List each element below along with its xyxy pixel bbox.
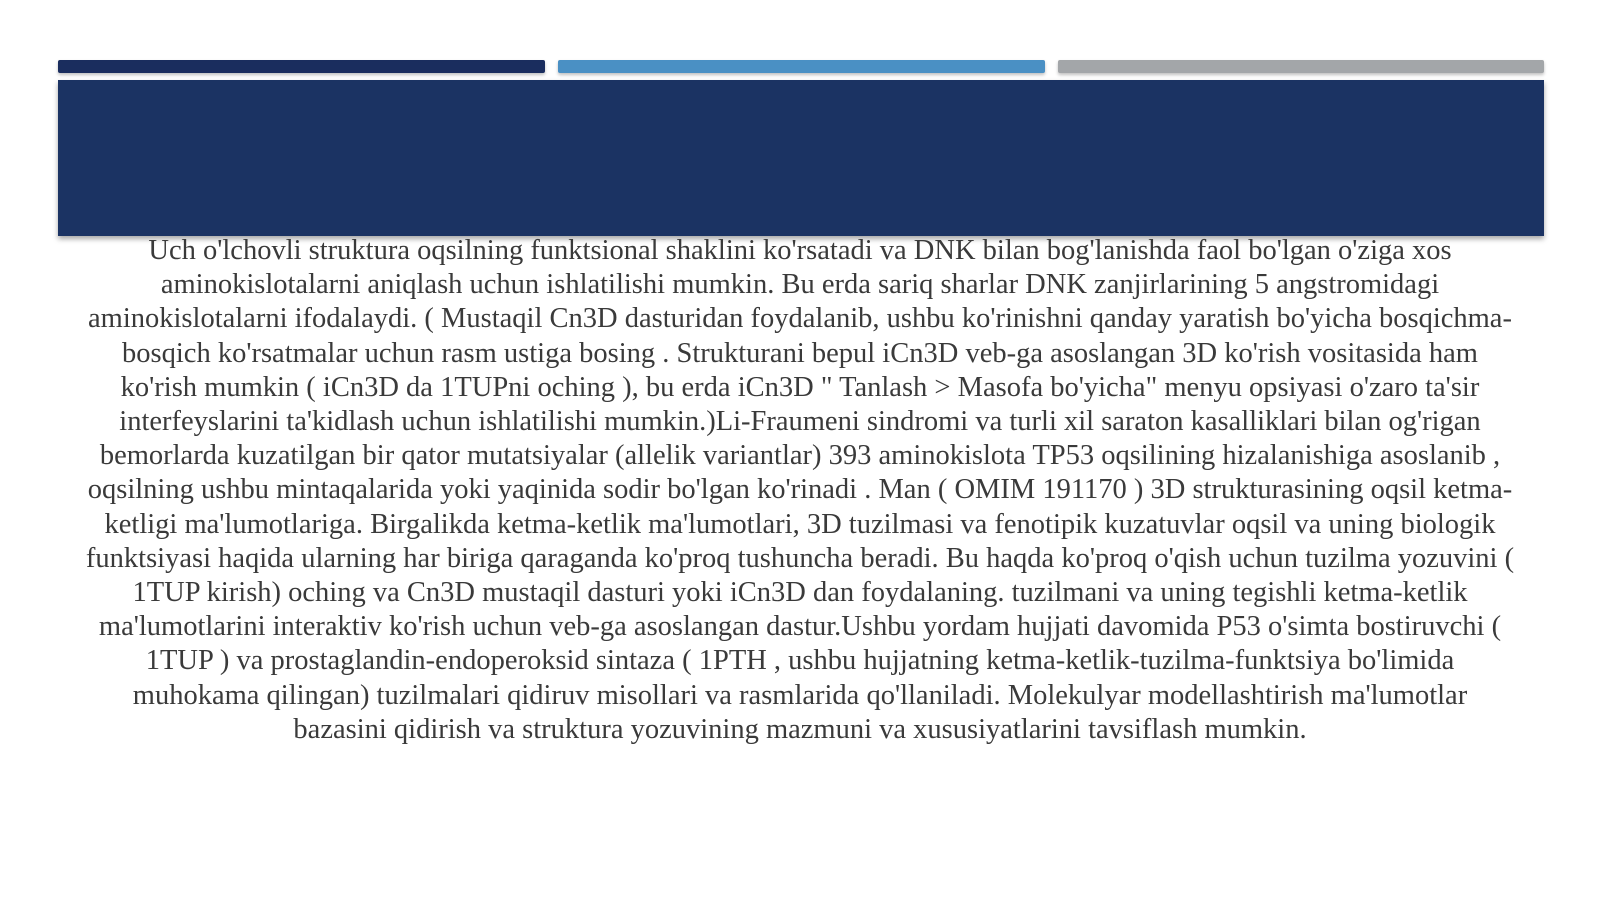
body-text: Uch o'lchovli struktura oqsilning funktsional shaklini ko'rsatadi va DNK bilan bog'lanishda faol bo'lgan o'ziga xos aminokislotalarni aniqlash uchun ishlatilishi mumkin. Bu erda sariq sharlar DNK zanjirlarining 5 angstromidagi aminokislotalarni ifodalaydi. ( Mustaqil Cn3D dasturidan foydalanib, ushbu ko'rinishni qanday yaratish bo'yicha bosqichma- bosqich ko'rsatmalar uchun rasm ustiga bosing . Strukturani bepul iCn3D veb-ga asoslangan 3D ko'rish vositasida ham ko'rish mumkin ( iCn3D da 1TUPni oching ), bu erda iCn3D " Tanlash > Masofa bo'yicha" menyu opsiyasi o'zaro ta'sir interfeyslarini ta'kidlash uchun ishlatilishi mumkin.)Li-Fraumeni sindromi va turli xil saraton kasalliklari bilan og'rigan bemorlarda kuzatilgan bir qator mutatsiyalar (allelik variantlar) 393 aminokislota TP53 oqsilining hizalanishiga asoslanib , oqsilning ushbu mintaqalarida yoki yaqinida sodir bo'lgan ko'rinadi . Man ( OMIM 191170 ) 3D strukturasining oqsil ketma-ketligi ma'lumotlariga. Birgalikda ketma-ketlik ma'lumotlari, 3D tuzilmasi va fenotipik kuzatuvlar oqsil va uning biologik funktsiyasi haqida ularning har biriga qaraganda ko'proq tushuncha beradi. Bu haqda ko'proq o'qish uchun tuzilma yozuvini ( 1TUP kirish) oching va Cn3D mustaqil dasturi yoki iCn3D dan foydalaning. tuzilmani va uning tegishli ketma-ketlik ma'lumotlarini interaktiv ko'rish uchun veb-ga asoslangan dastur.Ushbu yordam hujjati davomida P53 o'simta bostiruvchi ( 1TUP ) va prostaglandin-endoperoksid sintaza ( 1PTH , ushbu hujjatning ketma-ketlik-tuzilma-funktsiya bo'limida muhokama qilingan) tuzilmalari qidiruv misollari va rasmlarida qo'llaniladi. Molekulyar modellashtirish ma'lumotlar bazasini qidirish va struktura yozuvining mazmuni va xususiyatlarini tavsiflash mumkin. [85, 235, 1515, 745]
title-band [58, 80, 1544, 236]
accent-bar-light-blue [558, 60, 1045, 73]
accent-bar-dark-blue [58, 60, 545, 73]
accent-bar-gray [1058, 60, 1544, 73]
